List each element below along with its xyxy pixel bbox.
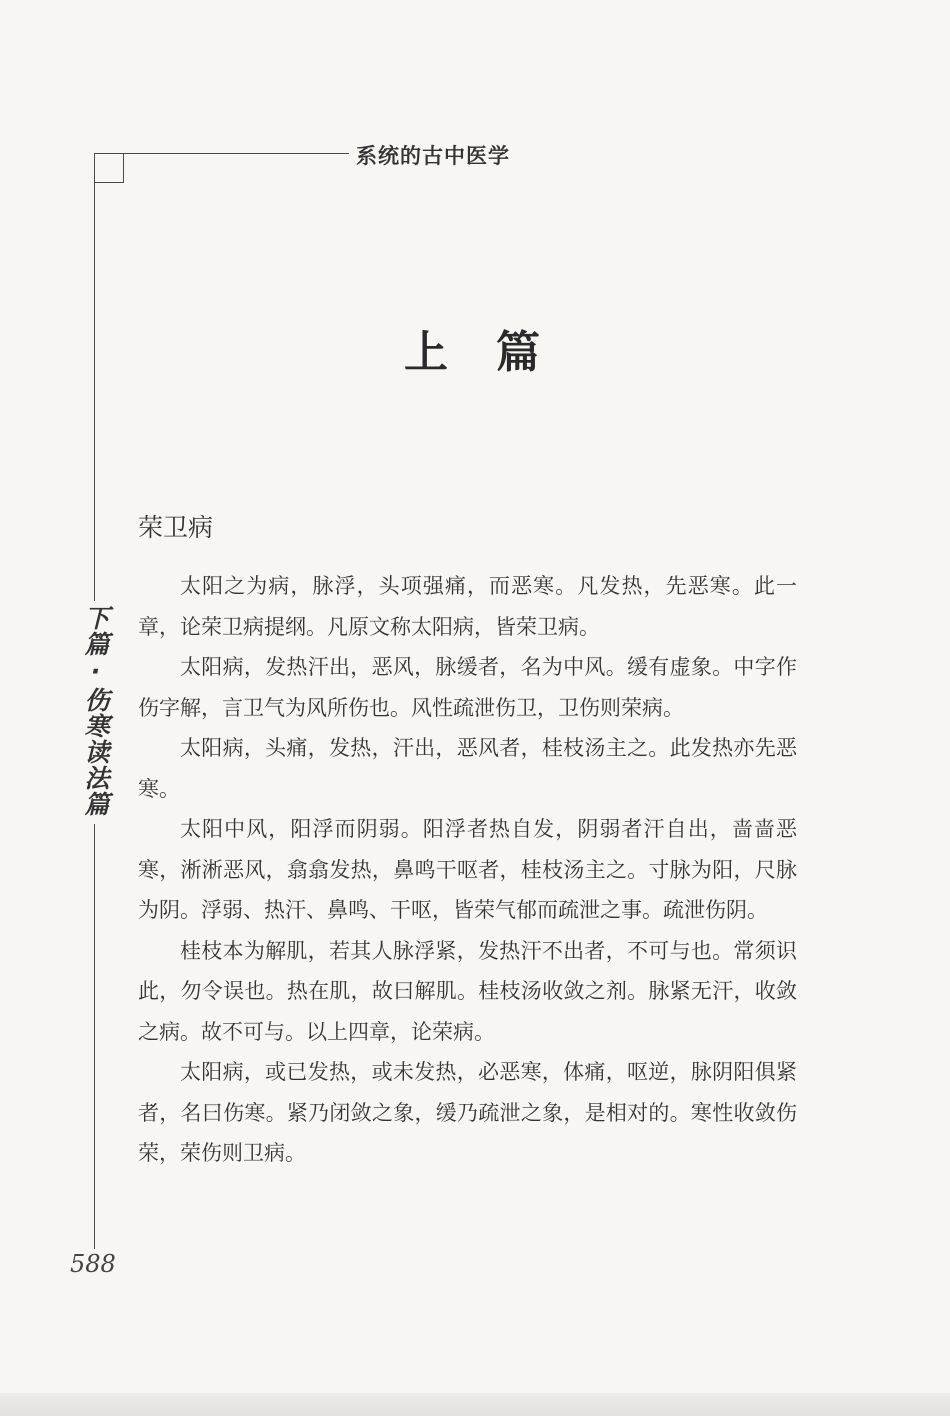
header-rule: [124, 153, 349, 154]
page-number: 588: [70, 1250, 116, 1278]
paragraph: 太阳病，或已发热，或未发热，必恶寒，体痛，呕逆，脉阴阳俱紧者，名曰伤寒。紧乃闭敛之象，缓乃疏泄之象，是相对的。寒性收敛伤荣，荣伤则卫病。: [138, 1060, 797, 1165]
body-text: [138, 566, 797, 1174]
side-chapter-label: 下篇·伤寒读法篇: [81, 605, 110, 817]
part-title: 上篇: [404, 327, 588, 378]
margin-rule-top: [94, 183, 95, 601]
paragraph: 太阳病，头痛，发热，汗出，恶风者，桂枝汤主之。此发热亦先恶寒。: [138, 736, 797, 801]
paragraph: 太阳中风，阳浮而阴弱。阳浮者热自发，阴弱者汗自出，啬啬恶寒，淅淅恶风，翕翕发热，鼻鸣干呕者，桂枝汤主之。寸脉为阳，尺脉为阴。浮弱、热汗、鼻鸣、干呕，皆荣气郁而疏泄之事。疏泄伤阴。: [138, 817, 797, 922]
running-title: 系统的古中医学: [356, 144, 510, 168]
header-corner-box: [94, 153, 124, 183]
paragraph: 太阳之为病，脉浮，头项强痛，而恶寒。凡发热，先恶寒。此一章，论荣卫病提纲。凡原文称太阳病，皆荣卫病。: [138, 574, 797, 639]
margin-rule-bottom: [94, 824, 95, 1249]
section-heading: 荣卫病: [138, 513, 214, 542]
paragraph: 太阳病，发热汗出，恶风，脉缓者，名为中风。缓有虚象。中字作伤字解，言卫气为风所伤也。风性疏泄伤卫，卫伤则荣病。: [138, 655, 797, 720]
paragraph: 桂枝本为解肌，若其人脉浮紧，发热汗不出者，不可与也。常须识此，勿令误也。热在肌，故曰解肌。桂枝汤收敛之剂。脉紧无汗，收敛之病。故不可与。以上四章，论荣病。: [138, 938, 797, 1044]
scan-bottom-edge: [0, 1393, 950, 1416]
